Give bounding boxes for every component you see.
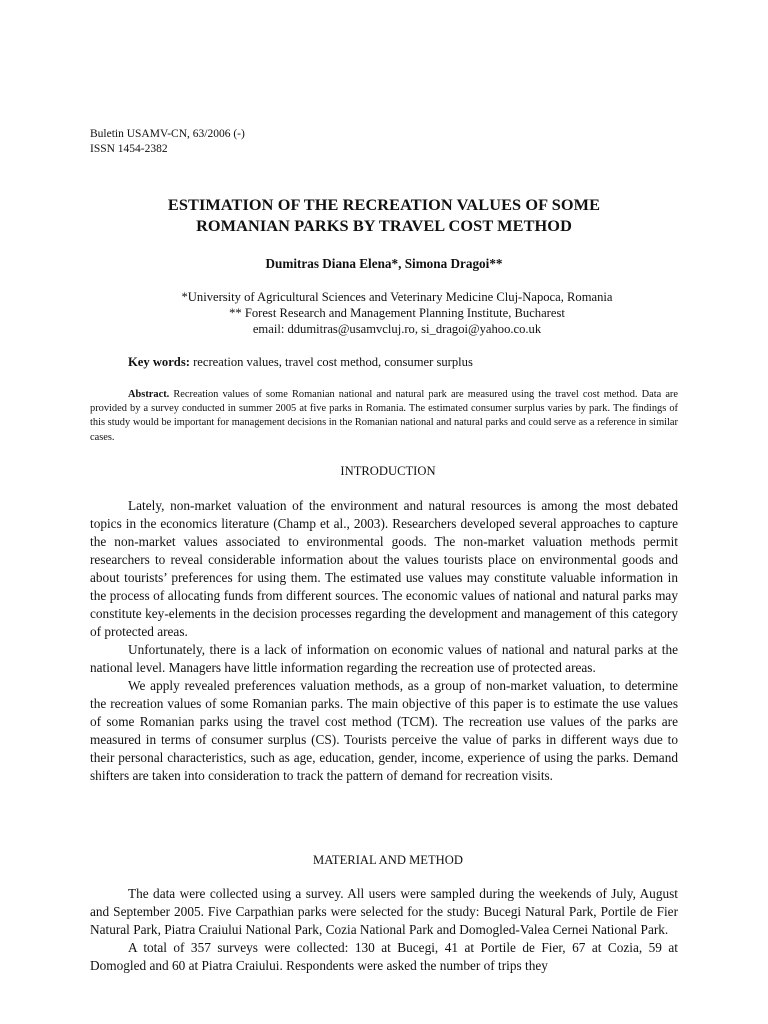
keywords [128,355,473,370]
paragraph: The data were collected using a survey. All users were sampled during the weekends of July, August and September 2005. Five Carpathian parks were selected for the study: Bucegi Natural Park, Portile de Fier Natural Park, Piatra Craiului National Park, Cozia National Park and Domogled-Valea Cernei National Park. [90,886,678,937]
abstract-text: Recreation values of some Romanian national and natural park are measured using the travel cost method. Data are provided by a survey conducted in summer 2005 at five parks in Romania. The estimated consumer surplus varies by park. The findings of this study would be important for management decisions in the Romanian national and natural parks and could serve as a reference in similar cases. [90,389,678,443]
title-line: ESTIMATION OF THE RECREATION VALUES OF SOME [167,195,601,214]
section-heading-introduction: INTRODUCTION [340,464,436,478]
journal-header [90,127,245,157]
author-emails: email: ddumitras@usamvcluj.ro, si_dragoi@yahoo.co.uk [252,322,542,336]
method-body [90,885,678,975]
introduction-body [90,497,678,785]
title-line: ROMANIAN PARKS BY TRAVEL COST METHOD [196,216,572,235]
keywords-text: recreation values, travel cost method, consumer surplus [189,355,473,369]
paper-title [60,194,708,236]
authors: Dumitras Diana Elena*, Simona Dragoi** [265,256,503,271]
paragraph: Unfortunately, there is a lack of information on economic values of national and natural parks at the national level. Managers have little information regarding the recreation use of protected areas. [90,642,678,675]
paragraph: We apply revealed preferences valuation methods, as a group of non-market valuation, to determine the recreation values of some Romanian parks. The main objective of this paper is to estimate the use values of some Romanian parks using the travel cost method (TCM). The recreation use values of the parks are measured in terms of consumer surplus (CS). Tourists perceive the value of parks in different ways due to their personal characteristics, such as age, education, gender, income, experience of using the parks. Demand shifters are taken into consideration to track the pattern of demand for recreation visits. [90,678,678,783]
affiliation-2: ** Forest Research and Management Planning Institute, Bucharest [229,306,565,320]
keywords-label: Key words: [128,355,190,369]
affiliations [0,289,768,337]
affiliation-1: *University of Agricultural Sciences and Veterinary Medicine Cluj-Napoca, Romania [181,290,613,304]
paragraph: Lately, non-market valuation of the environment and natural resources is among the most debated topics in the economics literature (Champ et al., 2003). Researchers developed several approaches to capture the non-market values associated to environmental goods. The non-market valuation methods permit researchers to reveal considerable information about the values tourists place on environmental goods and about tourists’ preferences for using them. The estimated use values may constitute valuable information in the process of allocating funds from different sources. The economic values of national and natural parks may constitute key-elements in the decision processes regarding the development and management of this category of protected areas. [90,498,678,639]
issn: ISSN 1454-2382 [90,143,168,155]
abstract-label: Abstract. [128,389,170,400]
abstract [90,388,678,445]
section-heading-method: MATERIAL AND METHOD [313,853,463,867]
paragraph: A total of 357 surveys were collected: 130 at Bucegi, 41 at Portile de Fier, 67 at Cozia, 59 at Domogled and 60 at Piatra Craiului. Respondents were asked the number of trips they [90,940,678,973]
journal-citation: Buletin USAMV-CN, 63/2006 (-) [90,128,245,140]
